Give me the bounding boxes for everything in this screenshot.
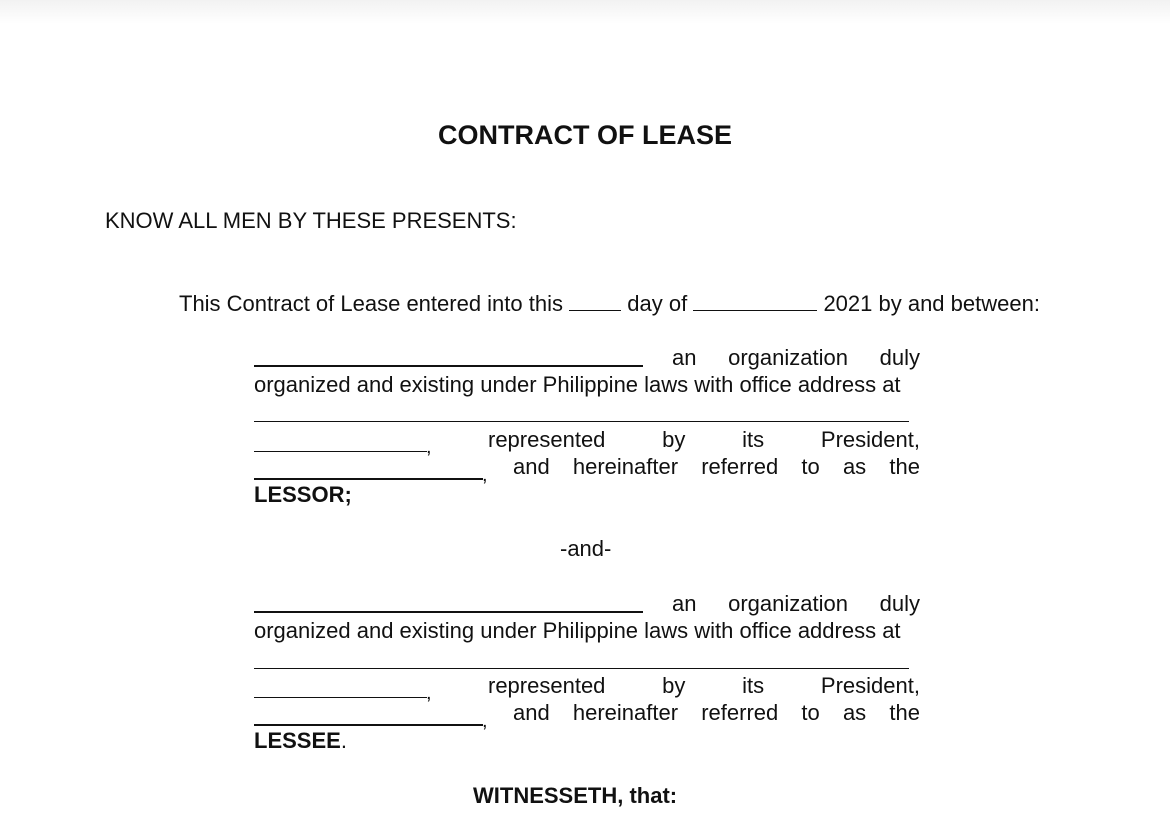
- lessee-ref-words: [513, 702, 920, 724]
- comma-mark: ,: [426, 436, 432, 458]
- day-blank[interactable]: [569, 292, 621, 311]
- witnesseth-heading: WITNESSETH, that:: [473, 783, 678, 808]
- lessor-ref-word: as: [842, 454, 867, 479]
- lessor-ref-word: hereinafter: [572, 454, 679, 479]
- lessor-rep-words: [488, 429, 920, 451]
- lessee-ref-word: and: [513, 700, 550, 725]
- lessee-ref-word: the: [889, 700, 920, 725]
- intro-text-2: day of: [627, 291, 688, 316]
- lessor-ref-word: and: [513, 454, 550, 479]
- lessee-ref-word: hereinafter: [572, 700, 679, 725]
- lessor-org-line: organized and existing under Philippine laws with office address at: [254, 372, 901, 397]
- lessee-org-word: an: [672, 591, 697, 616]
- lessor-address-blank[interactable]: [254, 421, 909, 422]
- document-title: CONTRACT OF LEASE: [438, 120, 732, 150]
- lessor-rep-word: represented: [488, 427, 606, 452]
- lessor-ref-word: the: [889, 454, 920, 479]
- lessor-rep-word: its: [742, 427, 765, 452]
- lessee-address-blank[interactable]: [254, 668, 909, 669]
- comma-mark: ,: [426, 682, 432, 704]
- lessor-name-blank[interactable]: [254, 365, 643, 367]
- intro-text-1: This Contract of Lease entered into this: [179, 291, 563, 316]
- lessor-org-word: organization: [728, 345, 848, 370]
- lessee-rep-word: represented: [488, 673, 606, 698]
- lessee-label: [254, 730, 347, 752]
- lessee-role: LESSEE: [254, 728, 341, 753]
- lessee-org-word: organization: [728, 591, 848, 616]
- lessor-org-word: an: [672, 345, 697, 370]
- lessor-rep-word: by: [662, 427, 686, 452]
- lessee-representative-blank[interactable]: [254, 697, 427, 698]
- lessee-org-words: [672, 593, 920, 615]
- lessor-org-words: [672, 347, 920, 369]
- lessor-org-word: duly: [879, 345, 920, 370]
- page-top-shadow: [0, 0, 1170, 24]
- preamble: KNOW ALL MEN BY THESE PRESENTS:: [105, 208, 517, 233]
- lessee-role-period: .: [340, 728, 347, 753]
- lessor-president-blank[interactable]: [254, 478, 483, 480]
- and-separator: -and-: [560, 536, 612, 561]
- lessee-ref-word: as: [842, 700, 867, 725]
- lessor-ref-words: [513, 456, 920, 478]
- lessor-representative-blank[interactable]: [254, 451, 427, 452]
- lessor-ref-word: referred: [701, 454, 779, 479]
- lessor-rep-word: President,: [820, 427, 920, 452]
- lessee-name-blank[interactable]: [254, 611, 643, 613]
- lessee-president-blank[interactable]: [254, 724, 483, 726]
- lessor-ref-word: to: [801, 454, 820, 479]
- intro-line: [179, 292, 1040, 315]
- lessee-org-word: duly: [879, 591, 920, 616]
- lessee-rep-word: President,: [820, 673, 920, 698]
- lessee-rep-word: by: [662, 673, 686, 698]
- lessee-rep-words: [488, 675, 920, 697]
- comma-mark: ,: [482, 464, 488, 486]
- lessee-ref-word: referred: [701, 700, 779, 725]
- lessee-rep-word: its: [742, 673, 765, 698]
- lessee-ref-word: to: [801, 700, 820, 725]
- comma-mark: ,: [482, 710, 488, 732]
- month-blank[interactable]: [693, 292, 817, 311]
- lessor-label: LESSOR;: [254, 482, 352, 507]
- intro-text-3: 2021 by and between:: [823, 291, 1040, 316]
- lessee-org-line: organized and existing under Philippine laws with office address at: [254, 618, 901, 643]
